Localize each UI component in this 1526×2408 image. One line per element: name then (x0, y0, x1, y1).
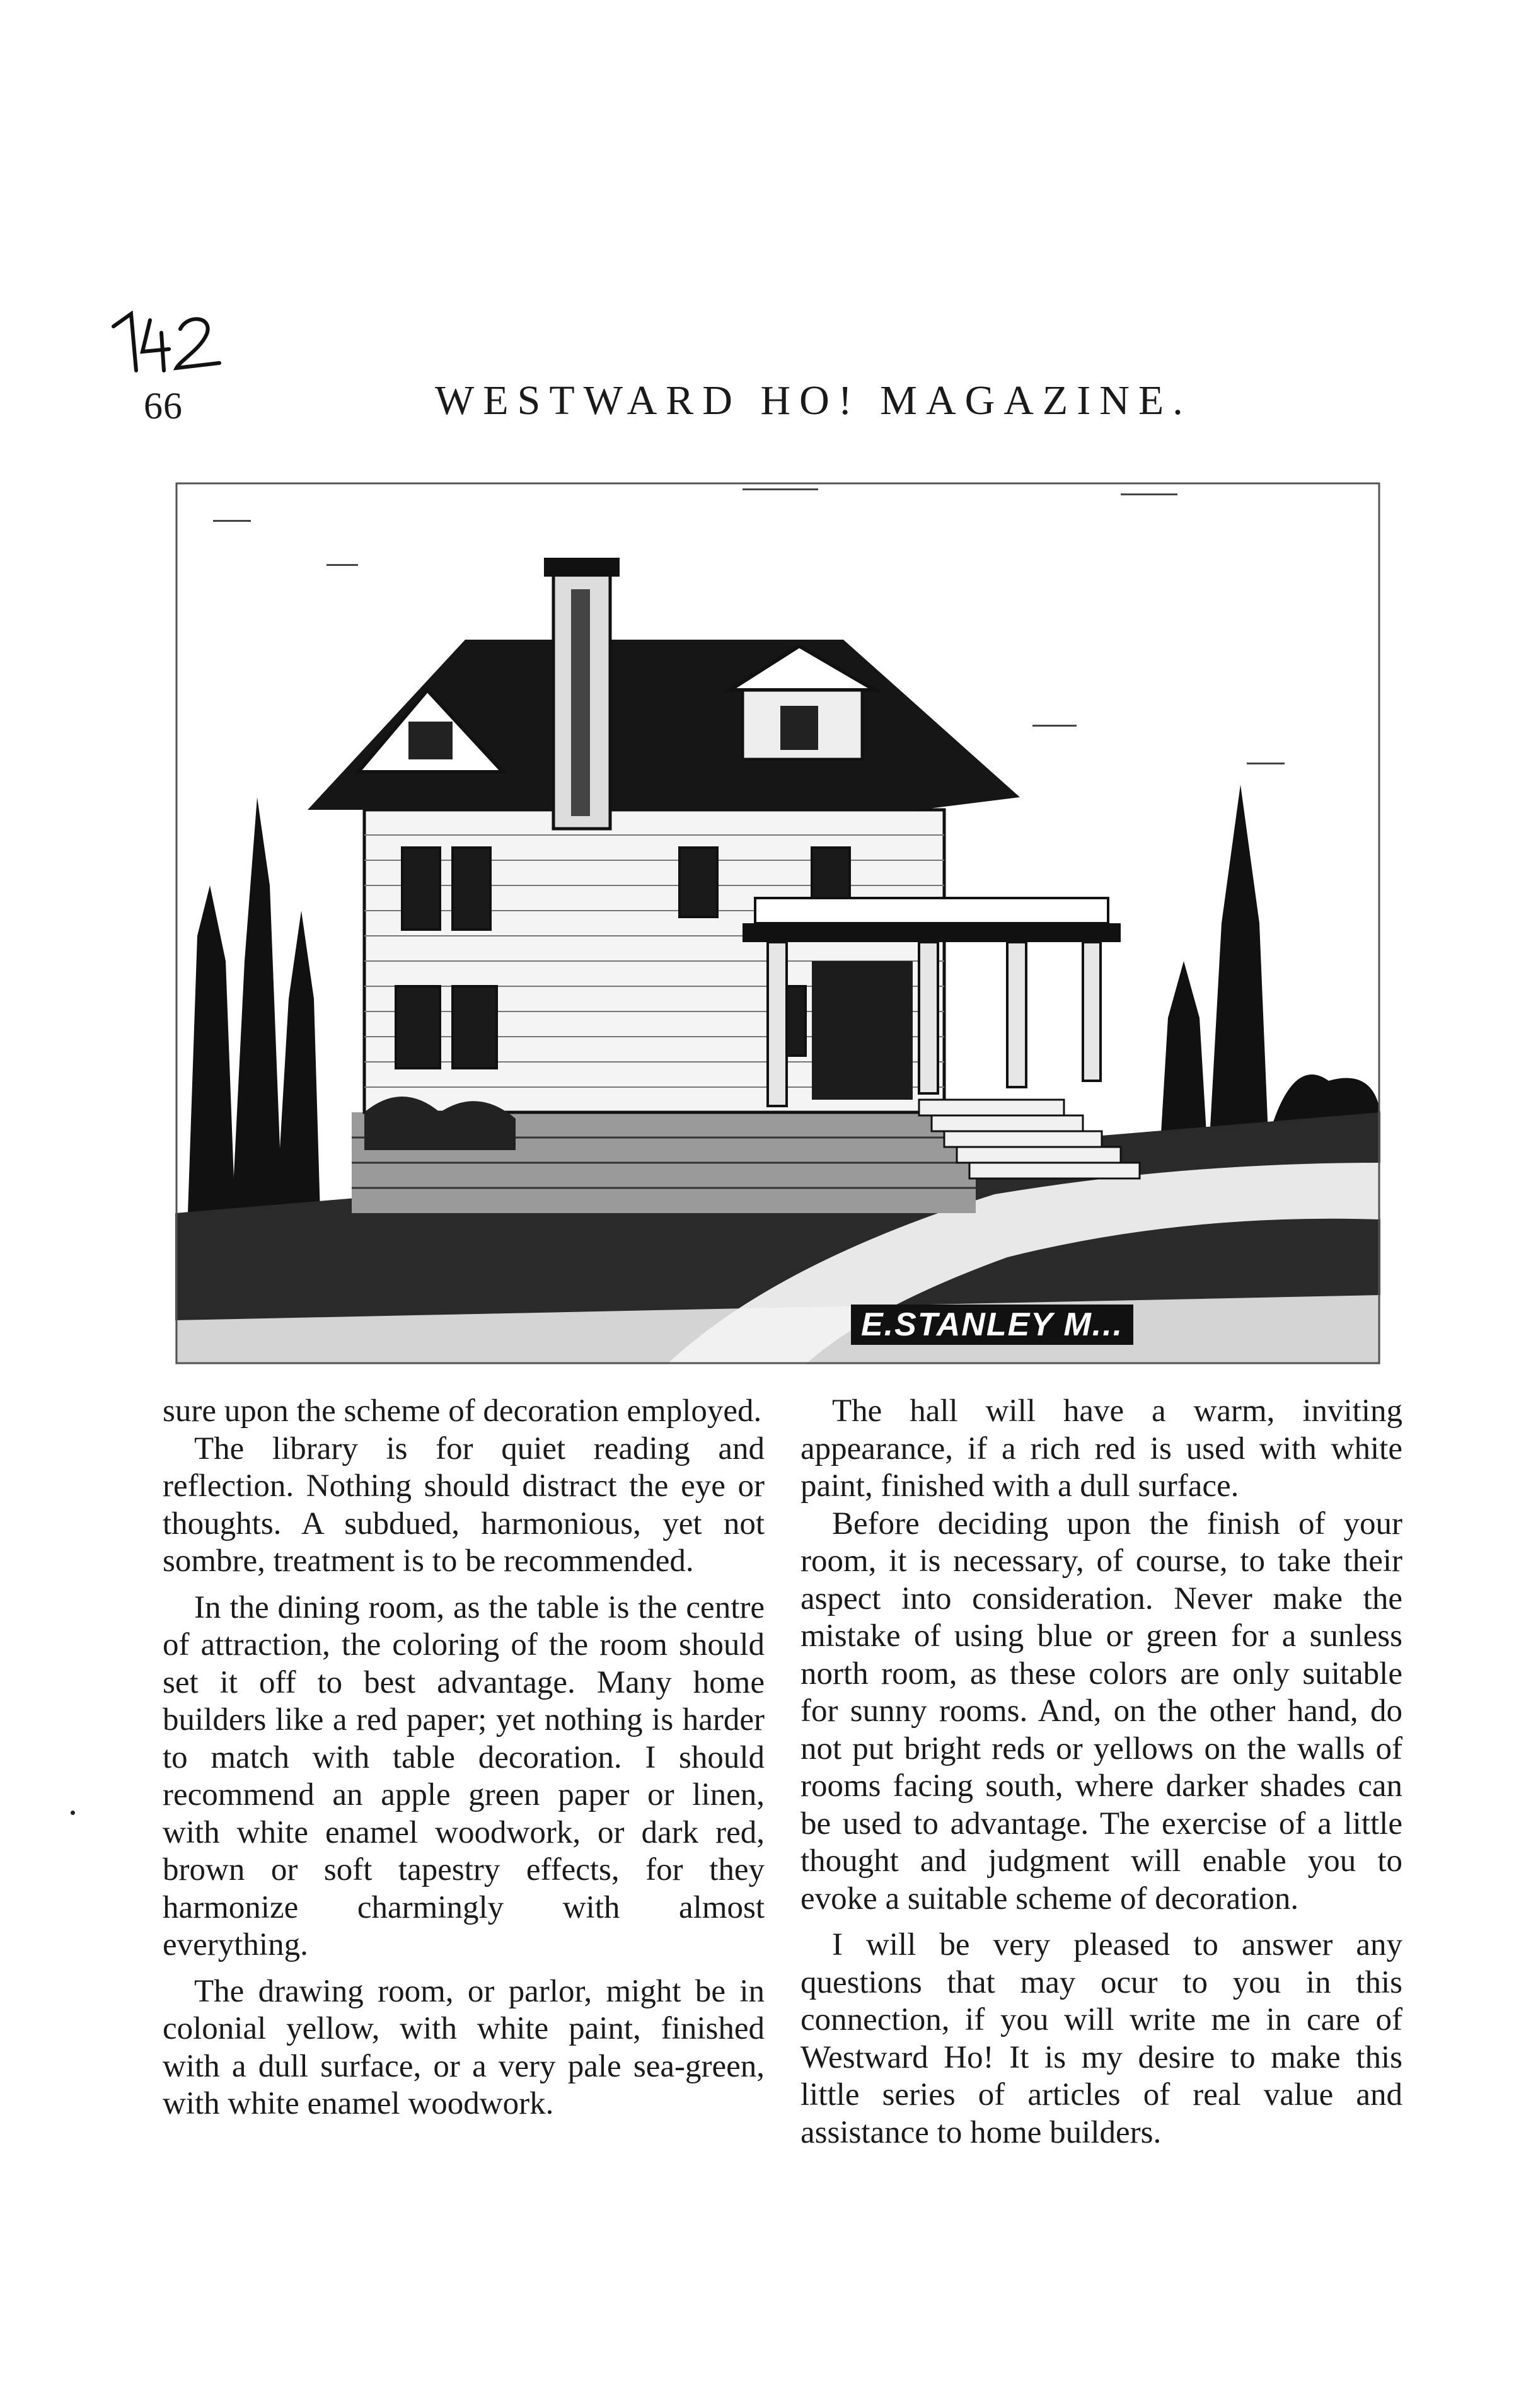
margin-mark (71, 1811, 75, 1815)
left-paragraph-2: The library is for quiet reading and reflection. Nothing should distract the eye or thoughts. A subdued, harmonious, yet not sombre, treatment is to be recommended. (163, 1431, 765, 1579)
porch-roof (743, 923, 1121, 942)
left-paragraph-3: In the dining room, as the table is the centre of attraction, the coloring of the room should set it off to best advantage. Many home builders like a red paper; yet nothing is harder to match with table decoration. I should recommend an apple green paper or linen, with white enamel woodwork, or dark red, brown or soft tapestry effects, for they harmonize charmingly with almost everything. (163, 1589, 765, 1962)
handwritten-note (106, 308, 232, 383)
left-column (163, 1393, 765, 2123)
right-paragraph-1: The hall will have a warm, inviting appearance, if a rich red is used with white paint, finished with a dull surface. (801, 1393, 1402, 1504)
house-illustration (175, 482, 1380, 1364)
left-paragraph-4: The drawing room, or parlor, might be in colonial yellow, with white paint, finished with a dull surface, or a very pale sea-green, with white enamel woodwork. (163, 1973, 765, 2121)
right-column (801, 1393, 1402, 2152)
right-paragraph-2: Before deciding upon the finish of your room, it is necessary, of course, to take their aspect into consideration. Never make the mistake of using blue or green for a sunless north room, as these colors are only suitable for sunny rooms. And, on the other hand, do not put bright reds or yellows on the walls of rooms facing south, where darker shades can be used to advantage. The exercise of a little thought and judgment will enable you to evoke a suitable scheme of decoration. (801, 1506, 1402, 1916)
left-paragraph-1: sure upon the scheme of decoration employed. (163, 1393, 762, 1429)
house-drawing (175, 482, 1380, 1364)
artist-signature: E.STANLEY M... (851, 1305, 1133, 1345)
running-title: WESTWARD HO! MAGAZINE. (435, 377, 1192, 423)
page-number: 66 (144, 385, 183, 427)
right-paragraph-3: I will be very pleased to answer any questions that may ocur to you in this connection, if you will write me in care of Westward Ho! It is my desire to make this little series of articles of real value and assistance to home builders. (801, 1927, 1402, 2150)
